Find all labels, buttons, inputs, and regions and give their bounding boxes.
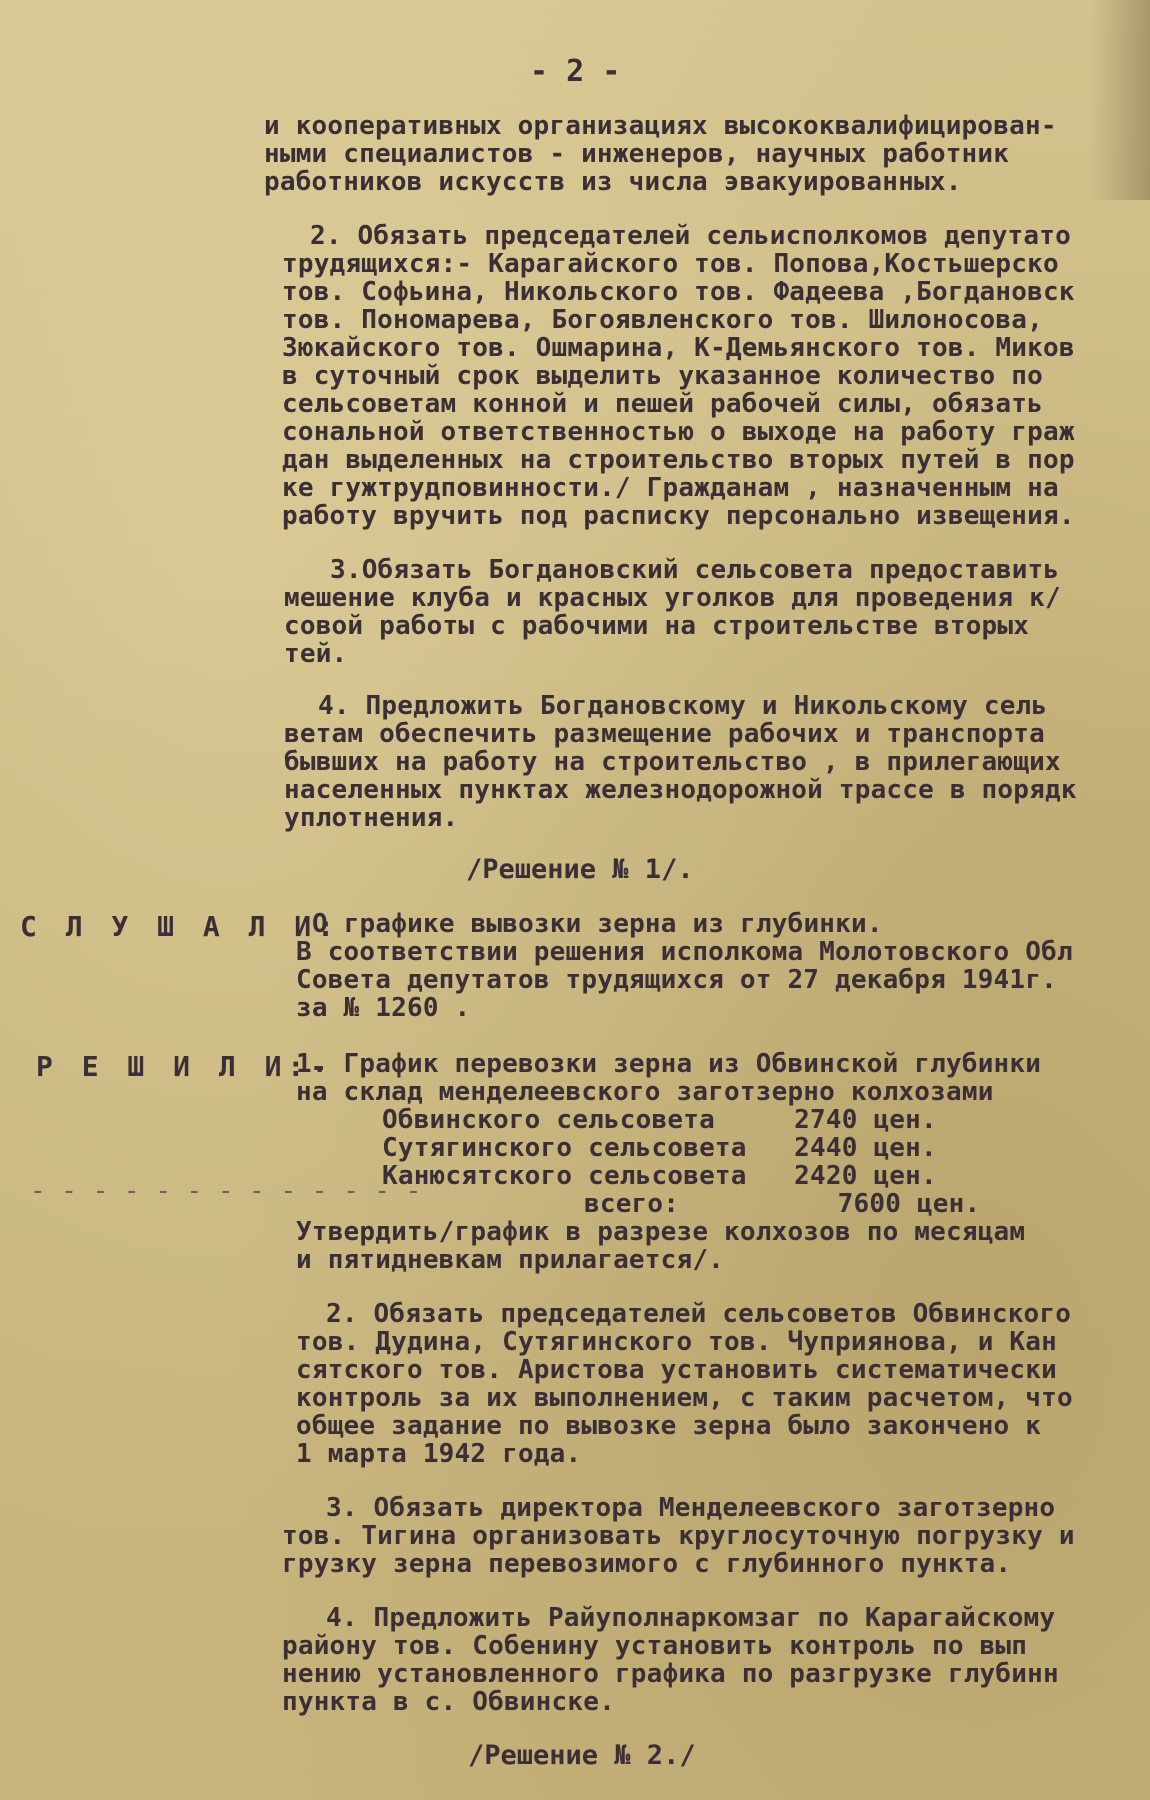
- text-line: 3.Обязать Богдановский сельсовета предоставить: [330, 555, 1060, 585]
- text-line: совой работы с рабочими на строительстве вторых: [284, 611, 1030, 641]
- text-line: дан выделенных на строительство вторых путей в пор: [282, 445, 1075, 475]
- text-line: ветам обеспечить размещение рабочих и транспорта: [284, 719, 1045, 749]
- text-line: Зюкайского тов. Ошмарина, К-Демьянского тов. Миков: [282, 333, 1075, 363]
- text-line: работников искусств из числа эвакуированных.: [264, 167, 962, 197]
- text-line: общее задание по вывозке зерна было закончено к: [296, 1411, 1042, 1441]
- text-line: на склад менделеевского заготзерно колхозами: [296, 1077, 994, 1107]
- page-number: - 2 -: [530, 54, 621, 89]
- text-line: мешение клуба и красных уголков для проведения к/: [284, 583, 1061, 613]
- text-line: О графике вывозки зерна из глубинки.: [312, 909, 883, 939]
- text-line: Совета депутатов трудящихся от 27 декабря 1941г.: [296, 965, 1057, 995]
- text-line: 4. Предложить Райуполнаркомзаг по Карагайскому: [326, 1603, 1056, 1633]
- text-line: ными специалистов - инженеров, научных работник: [264, 139, 1010, 169]
- text-line: району тов. Собенину установить контроль по вып: [282, 1631, 1028, 1661]
- text-line: тов. Тигина организовать круглосуточную погрузку и: [282, 1521, 1075, 1551]
- text-line: В соответствии решения исполкома Молотовского Обл: [296, 937, 1073, 967]
- text-line: пункта в с. Обвинске.: [282, 1687, 615, 1717]
- text-line: сельсоветам конной и пешей рабочей силы, обязать: [282, 389, 1043, 419]
- text-line: и пятидневкам прилагается/.: [296, 1245, 725, 1275]
- text-line: ке гужтрудповинности./ Гражданам , назначенным на: [282, 473, 1059, 503]
- text-line: 3. Обязать директора Менделеевского заготзерно: [326, 1493, 1056, 1523]
- text-line: и кооперативных организациях высококвалифицирован-: [264, 111, 1057, 141]
- text-line: за № 1260 .: [296, 993, 471, 1023]
- text-line: трудящихся:- Карагайского тов. Попова,Костьшерско: [282, 249, 1059, 279]
- label-heard: С Л У Ш А Л И:: [20, 910, 341, 943]
- text-line: контроль за их выполнением, с таким расчетом, что: [296, 1383, 1073, 1413]
- text-line: Канюсятского сельсовета 2420 цен.: [382, 1161, 937, 1191]
- text-line: 1. График перевозки зерна из Обвинской глубинки: [296, 1049, 1042, 1079]
- text-line: сональной ответственностью о выходе на работу граж: [282, 417, 1075, 447]
- text-line: нению установленного графика по разгрузке глубинн: [282, 1659, 1059, 1689]
- decision-2: /Решение № 2./: [468, 1740, 696, 1771]
- left-margin-dashes: - - - - - - - - - - - - -: [30, 1176, 422, 1206]
- text-line: уплотнения.: [284, 803, 459, 833]
- text-line: Обвинского сельсовета 2740 цен.: [382, 1105, 937, 1135]
- text-line: тов. Дудина, Сутягинского тов. Чуприянова, и Кан: [296, 1327, 1057, 1357]
- label-decided: Р Е Ш И Л И:-: [36, 1050, 334, 1083]
- text-line: тей.: [284, 639, 348, 669]
- paper-stain: [1090, 0, 1150, 200]
- text-line: Сутягинского сельсовета 2440 цен.: [382, 1133, 937, 1163]
- text-line: населенных пунктах железнодорожной трассе в порядк: [284, 775, 1077, 805]
- text-line: работу вручить под расписку персонально извещения.: [282, 501, 1075, 531]
- text-line: всего: 7600 цен.: [584, 1189, 981, 1219]
- text-line: 1 марта 1942 года.: [296, 1439, 582, 1469]
- text-line: сятского тов. Аристова установить систематически: [296, 1355, 1057, 1385]
- text-line: тов. Софьина, Никольского тов. Фадеева ,Богдановск: [282, 277, 1075, 307]
- text-line: грузку зерна перевозимого с глубинного пункта.: [282, 1549, 1012, 1579]
- text-line: 4. Предложить Богдановскому и Никольскому сель: [318, 691, 1048, 721]
- decision-1: /Решение № 1/.: [466, 854, 694, 885]
- text-line: тов. Пономарева, Богоявленского тов. Шилоносова,: [282, 305, 1043, 335]
- text-line: бывших на работу на строительство , в прилегающих: [284, 747, 1061, 777]
- text-line: 2. Обязать председателей сельсоветов Обвинского: [326, 1299, 1072, 1329]
- text-line: Утвердить/график в разрезе колхозов по месяцам: [296, 1217, 1026, 1247]
- text-line: в суточный срок выделить указанное количество по: [282, 361, 1043, 391]
- text-line: 2. Обязать председателей сельисполкомов депутато: [310, 221, 1071, 251]
